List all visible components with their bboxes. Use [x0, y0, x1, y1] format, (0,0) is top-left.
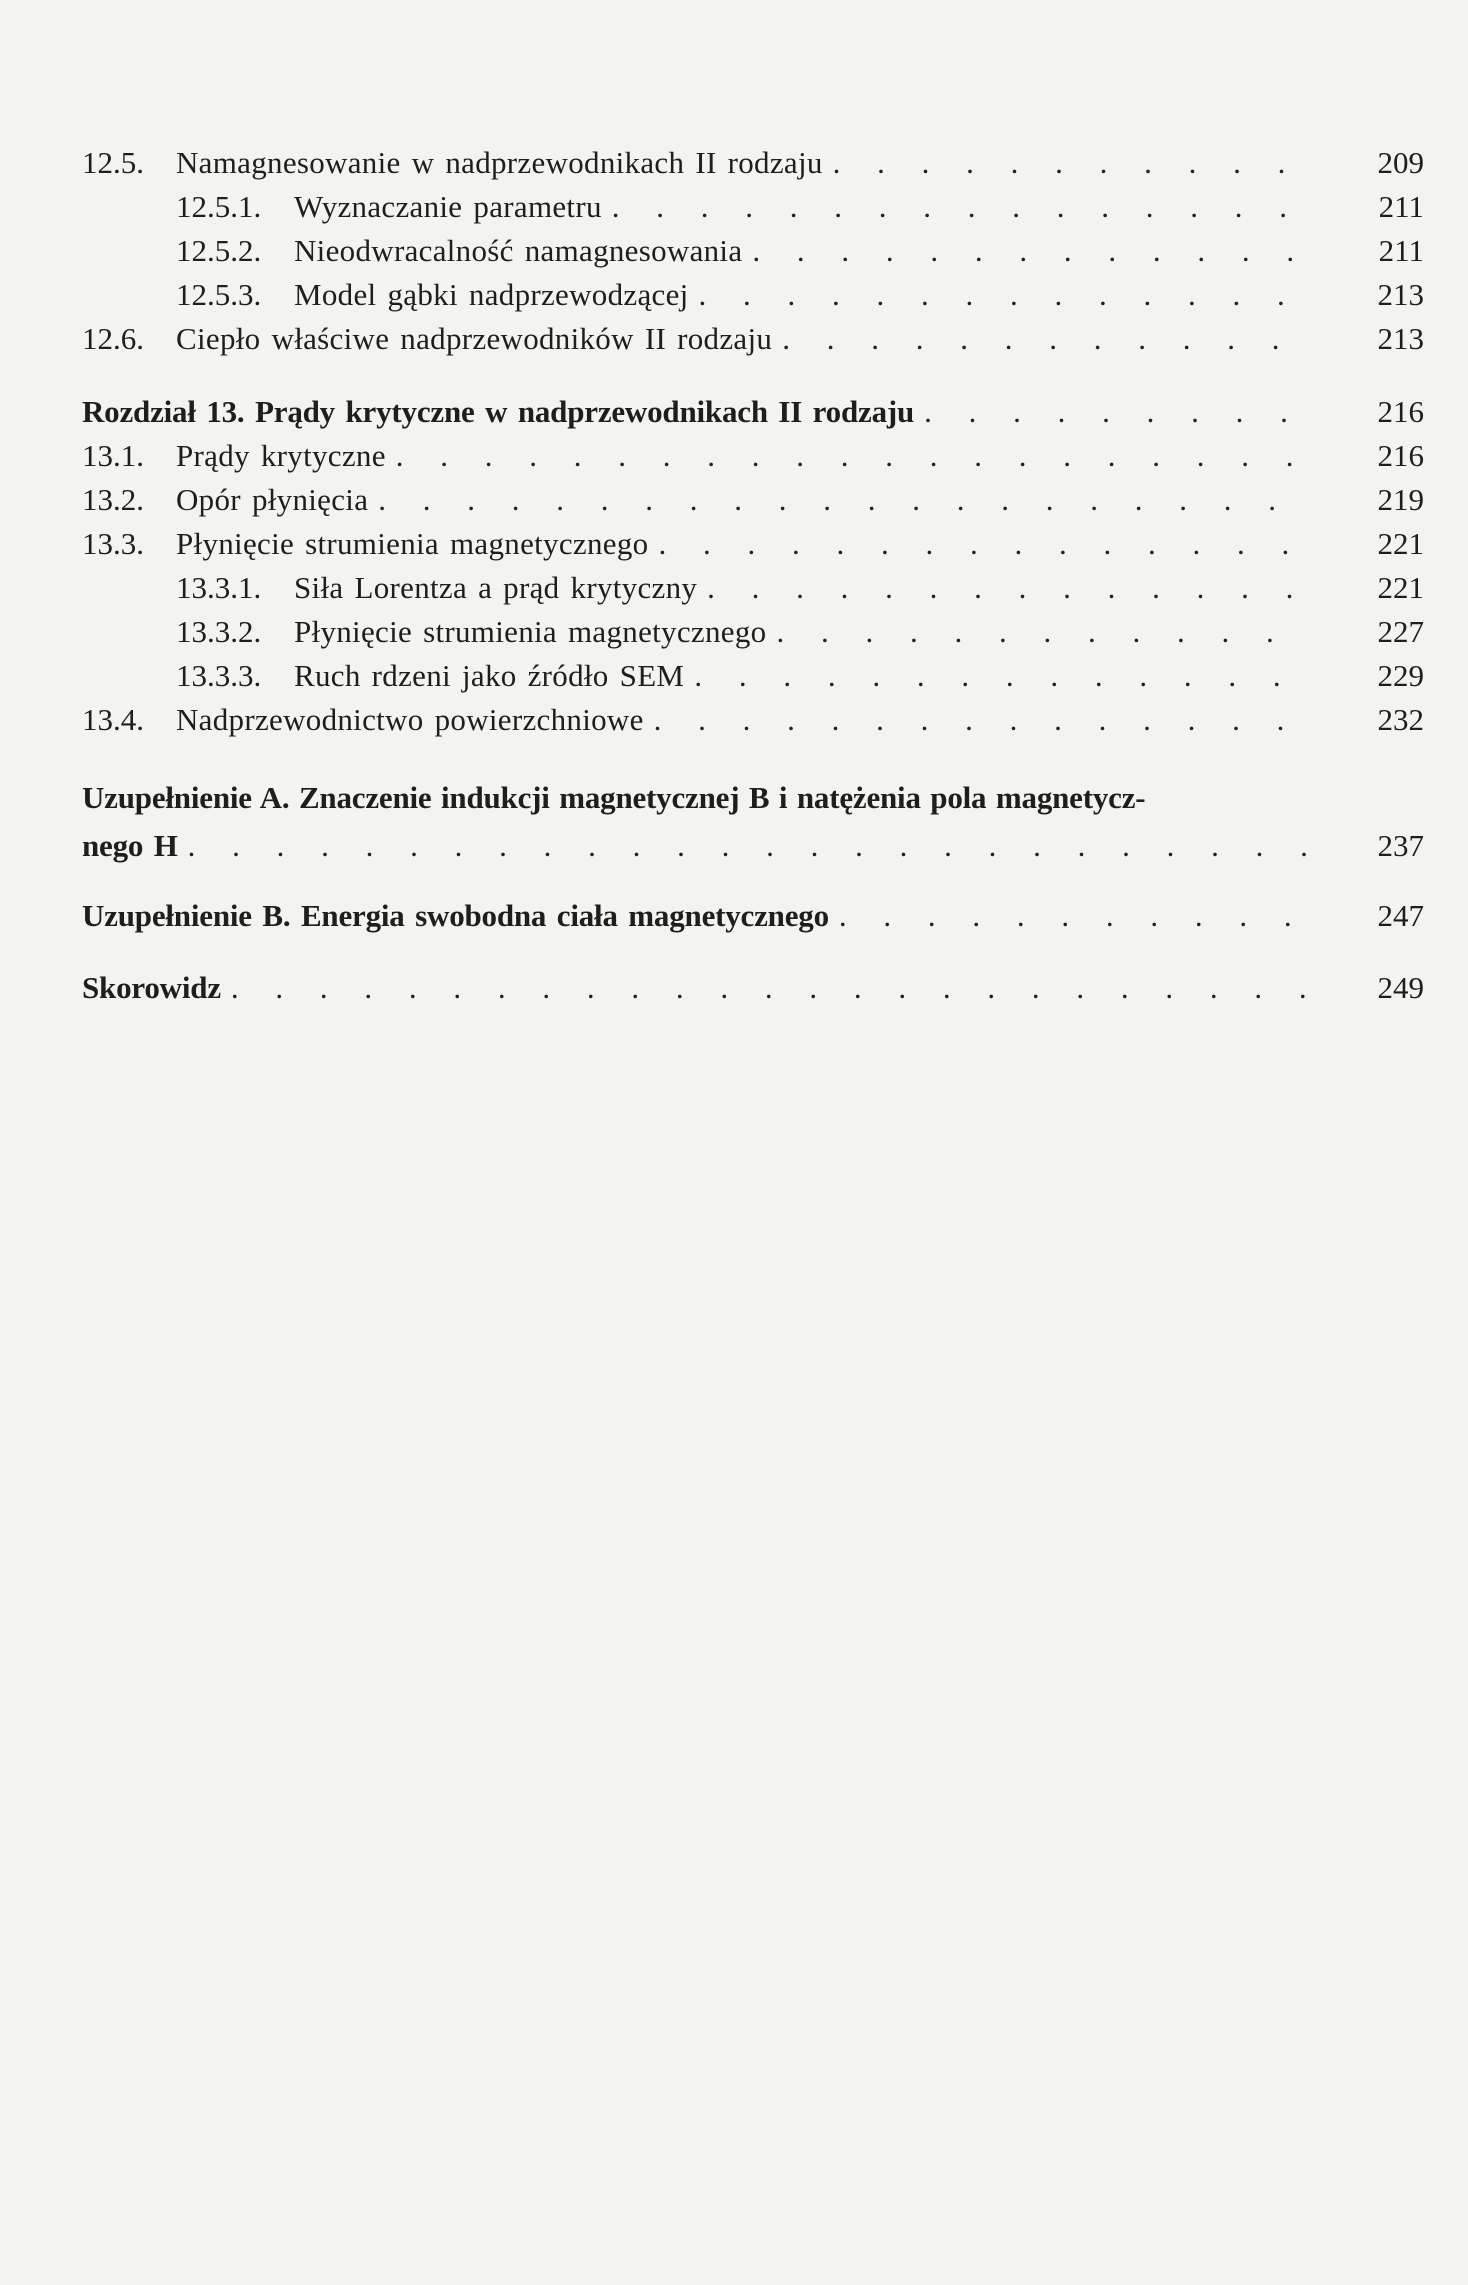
toc-entry [176, 229, 1424, 273]
dot-leader [654, 698, 1310, 742]
entry-number: 12.5. [82, 145, 144, 180]
entry-page: 229 [1377, 658, 1424, 693]
entry-number: 13.3.1. [176, 570, 262, 605]
entry-number: 13.3.3. [176, 658, 262, 693]
entry-title: Prądy krytyczne [176, 438, 386, 473]
entry-page: 219 [1377, 482, 1424, 517]
entry-title: Wyznaczanie parametru [294, 189, 602, 224]
dot-leader [658, 522, 1310, 566]
dot-leader [694, 654, 1310, 698]
toc-entry [176, 566, 1424, 610]
dot-leader [188, 824, 1310, 868]
entry-page: 211 [1378, 233, 1424, 268]
toc-entry [176, 273, 1424, 317]
entry-number: 13.3. [82, 526, 144, 561]
entry-page: 237 [1377, 828, 1424, 863]
entry-page: 216 [1377, 394, 1424, 429]
entry-page: 247 [1377, 898, 1424, 933]
dot-leader [378, 478, 1310, 522]
toc-entry [82, 141, 1424, 185]
entry-number: 12.5.3. [176, 277, 262, 312]
entry-page: 209 [1377, 145, 1424, 180]
entry-number: 13.1. [82, 438, 144, 473]
entry-number: 12.5.1. [176, 189, 262, 224]
dot-leader [231, 966, 1310, 1010]
toc-entry [82, 522, 1424, 566]
entry-page: 249 [1377, 970, 1424, 1005]
appendix-title: Uzupełnienie B. Energia swobodna ciała magnetycznego [82, 898, 829, 933]
entry-number: 12.6. [82, 321, 144, 356]
dot-leader [707, 566, 1310, 610]
toc-entry [176, 610, 1424, 654]
entry-number: 13.4. [82, 702, 144, 737]
entry-page: 227 [1377, 614, 1424, 649]
entry-title: Namagnesowanie w nadprzewodnikach II rodzaju [176, 145, 823, 180]
appendix-title: nego H [82, 828, 178, 863]
entry-title: Nieodwracalność namagnesowania [294, 233, 743, 268]
entry-title: Ruch rdzeni jako źródło SEM [294, 658, 685, 693]
toc-entry [82, 478, 1424, 522]
entry-number: 12.5.2. [176, 233, 262, 268]
toc-index [82, 966, 1424, 1010]
entry-title: Siła Lorentza a prąd krytyczny [294, 570, 698, 605]
entry-title: Model gąbki nadprzewodzącej [294, 277, 689, 312]
dot-leader [833, 141, 1310, 185]
entry-number: 13.3.2. [176, 614, 262, 649]
entry-title: Ciepło właściwe nadprzewodników II rodzaju [176, 321, 773, 356]
chapter-title: Rozdział 13. Prądy krytyczne w nadprzewodnikach II rodzaju [82, 394, 915, 429]
entry-page: 232 [1377, 702, 1424, 737]
dot-leader [752, 229, 1310, 273]
toc-entry [82, 317, 1424, 361]
entry-title: Płynięcie strumienia magnetycznego [176, 526, 649, 561]
entry-page: 216 [1377, 438, 1424, 473]
appendix-a-title-line1: Uzupełnienie A. Znaczenie indukcji magnetycznej B i natężenia pola magnetycz- [82, 780, 1146, 815]
entry-page: 211 [1378, 189, 1424, 224]
dot-leader [782, 317, 1310, 361]
dot-leader [396, 434, 1310, 478]
entry-page: 213 [1377, 277, 1424, 312]
entry-title: Płynięcie strumienia magnetycznego [294, 614, 767, 649]
dot-leader [776, 610, 1310, 654]
dot-leader [699, 273, 1310, 317]
entry-page: 221 [1377, 570, 1424, 605]
toc-entry [176, 654, 1424, 698]
toc-entry [82, 698, 1424, 742]
entry-title: Nadprzewodnictwo powierzchniowe [176, 702, 644, 737]
toc-entry [82, 434, 1424, 478]
toc-entry [176, 185, 1424, 229]
dot-leader [839, 894, 1310, 938]
toc-appendix-b [82, 894, 1424, 938]
toc-appendix-a [82, 824, 1424, 868]
entry-page: 213 [1377, 321, 1424, 356]
entry-title: Opór płynięcia [176, 482, 369, 517]
entry-number: 13.2. [82, 482, 144, 517]
toc-chapter-heading [82, 390, 1424, 434]
index-title: Skorowidz [82, 970, 221, 1005]
dot-leader [612, 185, 1310, 229]
dot-leader [924, 390, 1310, 434]
entry-page: 221 [1377, 526, 1424, 561]
